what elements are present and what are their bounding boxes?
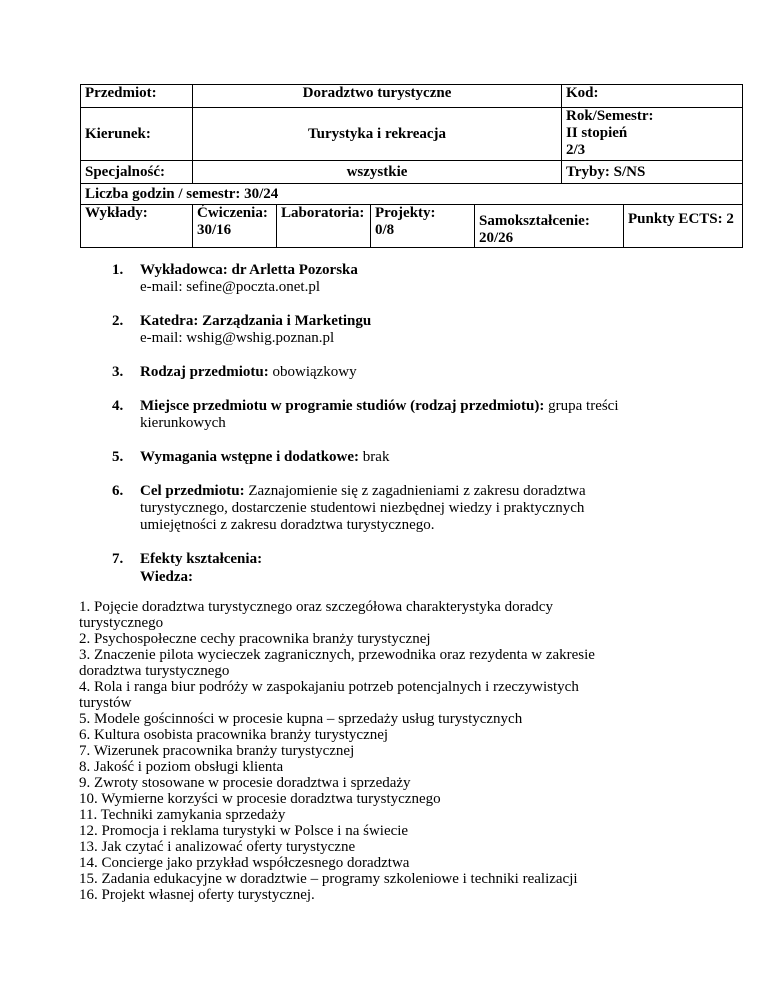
section-text: obowiązkowy xyxy=(268,364,357,380)
wiedza-item: 16. Projekt własnej oferty turystycznej. xyxy=(79,887,315,903)
section-title: Cel przedmiotu: xyxy=(140,483,245,499)
section-6 xyxy=(114,483,694,534)
wiedza-item: 9. Zwroty stosowane w procesie doradztwa i sprzedaży xyxy=(79,775,411,791)
wiedza-item: doradztwa turystycznego xyxy=(79,663,230,679)
specjalnosc-value: wszystkie xyxy=(193,161,562,184)
course-info-table xyxy=(80,84,743,248)
course-sections xyxy=(114,262,694,568)
wiedza-item: 5. Modele gościnności w procesie kupna – sprzedaży usług turystycznych xyxy=(79,711,523,727)
liczba-godzin: Liczba godzin / semestr: 30/24 xyxy=(81,184,743,205)
wiedza-item: 4. Rola i ranga biur podróży w zaspokajaniu potrzeb potencjalnych i rzeczywistych xyxy=(79,679,579,695)
wiedza-item: 6. Kultura osobista pracownika branży turystycznej xyxy=(79,727,389,743)
section-7 xyxy=(114,551,694,568)
wiedza-list xyxy=(79,599,699,903)
samokszt-cell xyxy=(475,205,624,248)
samokszt-label: Samokształcenie: xyxy=(479,213,590,229)
section-extra: e-mail: sefine@poczta.onet.pl xyxy=(140,279,320,295)
rok-semestr xyxy=(562,108,743,161)
cwiczenia-label: Ćwiczenia: xyxy=(197,205,268,221)
samokszt-value: 20/26 xyxy=(479,230,514,246)
cwiczenia-cell xyxy=(193,205,277,248)
przedmiot-value: Doradztwo turystyczne xyxy=(193,85,562,108)
kierunek-value: Turystyka i rekreacja xyxy=(193,108,562,161)
section-text: grupa treści xyxy=(544,398,619,414)
section-title: Efekty kształcenia: xyxy=(140,551,263,567)
rok-line3: 2/3 xyxy=(566,142,586,158)
section-5 xyxy=(114,449,694,466)
wyklady-label: Wykłady: xyxy=(81,205,193,248)
wiedza-item: 2. Psychospołeczne cechy pracownika branży turystycznej xyxy=(79,631,431,647)
specjalnosc-label: Specjalność: xyxy=(81,161,193,184)
section-title: Wykładowca: dr Arletta Pozorska xyxy=(140,262,358,278)
section-number: 6. xyxy=(112,483,124,499)
section-text: Zaznajomienie się z zagadnieniami z zakresu doradztwa xyxy=(244,483,586,499)
wiedza-item: 8. Jakość i poziom obsługi klienta xyxy=(79,759,284,775)
wiedza-item: 1. Pojęcie doradztwa turystycznego oraz szczegółowa charakterystyka doradcy xyxy=(79,599,553,615)
wiedza-item: 14. Concierge jako przykład współczesnego doradztwa xyxy=(79,855,410,871)
przedmiot-label: Przedmiot: xyxy=(81,85,193,108)
laboratoria-label: Laboratoria: xyxy=(277,205,371,248)
rok-line2: II stopień xyxy=(566,125,628,141)
section-extra: kierunkowych xyxy=(140,415,226,431)
section-title: Katedra: Zarządzania i Marketingu xyxy=(140,313,372,329)
section-extra-2: umiejętności z zakresu doradztwa turystycznego. xyxy=(140,517,435,533)
wiedza-item: 3. Znaczenie pilota wycieczek zagranicznych, przewodnika oraz rezydenta w zakresie xyxy=(79,647,595,663)
wiedza-item: 12. Promocja i reklama turystyki w Polsce i na świecie xyxy=(79,823,409,839)
wiedza-item: turystów xyxy=(79,695,132,711)
tryby: Tryby: S/NS xyxy=(562,161,743,184)
wiedza-item: 10. Wymierne korzyści w procesie doradztwa turystycznego xyxy=(79,791,441,807)
section-text: brak xyxy=(359,449,390,465)
wiedza-item: 15. Zadania edukacyjne w doradztwie – programy szkoleniowe i techniki realizacji xyxy=(79,871,578,887)
section-2 xyxy=(114,313,694,347)
wiedza-item: 11. Techniki zamykania sprzedaży xyxy=(79,807,286,823)
ects: Punkty ECTS: 2 xyxy=(624,205,743,248)
wiedza-item: 13. Jak czytać i analizować oferty turystyczne xyxy=(79,839,356,855)
section-4 xyxy=(114,398,694,432)
section-title: Rodzaj przedmiotu: xyxy=(140,364,269,380)
projekty-cell xyxy=(371,205,475,248)
wiedza-heading: Wiedza: xyxy=(140,569,194,585)
section-3 xyxy=(114,364,694,381)
wiedza-item: turystycznego xyxy=(79,615,164,631)
kod-label: Kod: xyxy=(562,85,743,108)
section-number: 2. xyxy=(112,313,124,329)
section-number: 1. xyxy=(112,262,124,278)
section-extra: e-mail: wshig@wshig.poznan.pl xyxy=(140,330,335,346)
section-title: Miejsce przedmiotu w programie studiów (rodzaj przedmiotu): xyxy=(140,398,545,414)
kierunek-label: Kierunek: xyxy=(81,108,193,161)
section-title: Wymagania wstępne i dodatkowe: xyxy=(140,449,360,465)
section-number: 3. xyxy=(112,364,124,380)
section-number: 5. xyxy=(112,449,124,465)
section-extra: turystycznego, dostarczenie studentowi niezbędnej wiedzy i praktycznych xyxy=(140,500,585,516)
section-1 xyxy=(114,262,694,296)
wiedza-item: 7. Wizerunek pracownika branży turystycznej xyxy=(79,743,355,759)
cwiczenia-value: 30/16 xyxy=(197,222,232,238)
rok-line1: Rok/Semestr: xyxy=(566,108,654,124)
projekty-value: 0/8 xyxy=(375,222,395,238)
section-number: 7. xyxy=(112,551,124,567)
section-number: 4. xyxy=(112,398,124,414)
projekty-label: Projekty: xyxy=(375,205,436,221)
